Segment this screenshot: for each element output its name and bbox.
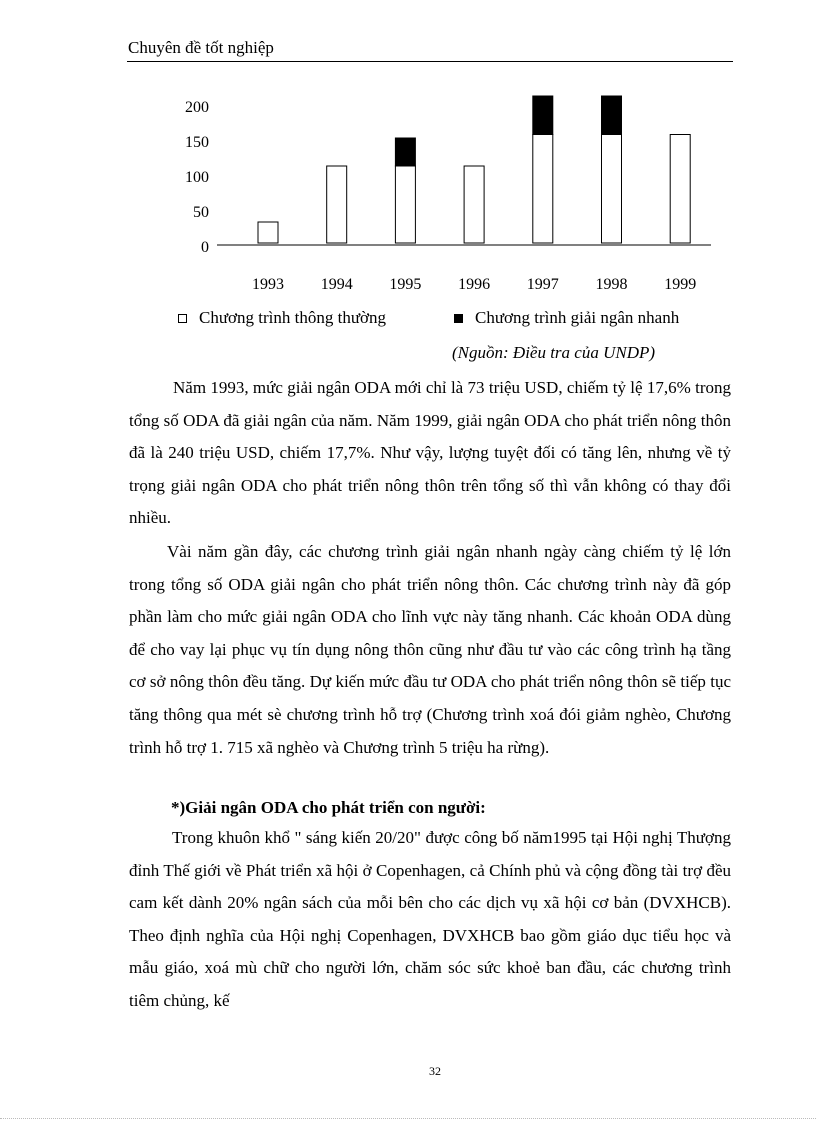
y-tick-label: 150 [185,134,209,151]
page-header-title: Chuyên đề tốt nghiệp [128,38,274,57]
paragraph-3 [129,822,731,1018]
oda-disbursement-chart [0,0,816,300]
paragraph-3-text: Trong khuôn khổ " sáng kiến 20/20" được công bố năm1995 tại Hội nghị Thượng đỉnh Thế giới về Phát triển xã hội ở Copenhagen, cả Chính phủ và cộng đồng tài trợ đều cam kết dành 20% ngân sách của mỗi bên cho các dịch vụ xã hội cơ bản (DVXHCB). Theo định nghĩa của Hội nghị Copenhagen, DVXHCB bao gồm giáo dục tiểu học và mẫu giáo, xoá mù chữ cho người lớn, chăm sóc sức khoẻ ban đầu, các chương trình tiêm chủng, kế [129,828,731,1010]
paragraph-2-text: Vài năm gần đây, các chương trình giải ngân nhanh ngày càng chiếm tỷ lệ lớn trong tổng số ODA giải ngân cho phát triển nông thôn. Các chương trình này đã góp phần làm cho mức giải ngân ODA cho lĩnh vực này tăng nhanh. Các khoản ODA dùng để cho vay lại phục vụ tín dụng nông thôn cũng như đầu tư vào các công trình hạ tầng cơ sở nông thôn đều tăng. Dự kiến mức đầu tư ODA cho phát triển nông thôn sẽ tiếp tục tăng thông qua mét sè chương trình hỗ trợ (Chương trình xoá đói giảm nghèo, Chương trình hỗ trợ 1. 715 xã nghèo và Chương trình 5 triệu ha rừng). [129,542,731,757]
x-tick-label: 1996 [458,276,491,293]
legend-item-fast [454,308,679,328]
paragraph-2 [129,536,731,764]
section-heading: *)Giải ngân ODA cho phát triển con người: [171,798,486,817]
x-tick-label: 1999 [664,276,697,293]
page-bottom-border [0,1118,816,1119]
paragraph-1-text: Năm 1993, mức giải ngân ODA mới chỉ là 73 triệu USD, chiếm tỷ lệ 17,6% trong tổng số ODA đã giải ngân của năm. Năm 1999, giải ngân ODA cho phát triển nông thôn đã là 240 triệu USD, chiếm 17,7%. Như vậy, lượng tuyệt đối có tăng lên, nhưng về tỷ trọng giải ngân ODA cho phát triển nông thôn trên tổng số thì vẫn không có thay đổi nhiều. [129,378,731,528]
y-tick-label: 100 [185,169,209,186]
bar-regular-1998 [602,135,622,244]
bar-regular-1994 [327,166,347,243]
bar-regular-1999 [670,135,690,244]
bar-fast-1995 [395,138,415,166]
bar-regular-1997 [533,135,553,244]
bar-fast-1997 [533,96,553,135]
legend-swatch-white-icon [178,314,187,323]
bar-regular-1993 [258,222,278,243]
paragraph-1 [129,372,731,535]
legend-swatch-black-icon [454,314,463,323]
bar-regular-1995 [395,166,415,243]
legend-item-regular [178,308,386,328]
chart-source: (Nguồn: Điều tra của UNDP) [452,343,656,362]
legend-label-regular: Chương trình thông thường [199,308,387,327]
y-tick-label: 0 [201,239,209,256]
x-tick-label: 1994 [320,276,353,293]
legend-label-fast: Chương trình giải ngân nhanh [475,308,680,327]
x-tick-label: 1997 [526,276,559,293]
bar-regular-1996 [464,166,484,243]
y-tick-label: 50 [193,204,209,221]
x-tick-label: 1993 [252,276,284,293]
x-tick-label: 1995 [389,276,422,293]
page-number: 32 [429,1064,441,1078]
bar-fast-1998 [602,96,622,135]
y-tick-label: 200 [185,99,209,116]
x-tick-label: 1998 [595,276,628,293]
